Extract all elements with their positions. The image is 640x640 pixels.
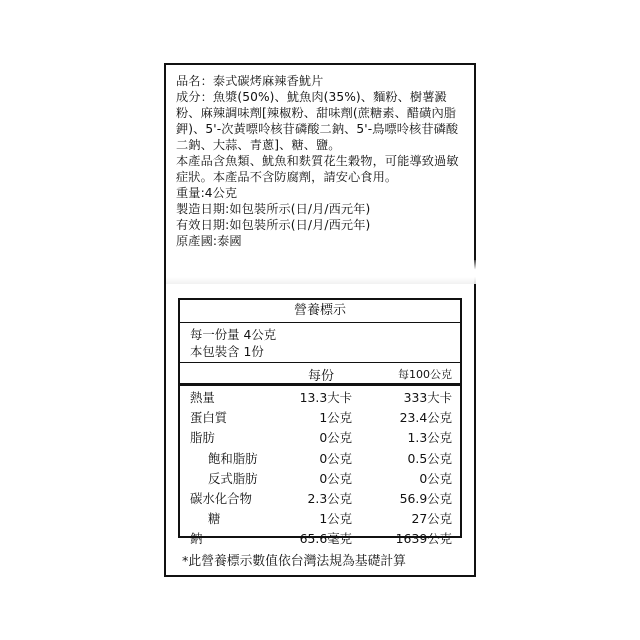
product-info — [176, 73, 468, 249]
nutrition-row-trans-fat — [180, 469, 460, 489]
per-serving-value: 2.3公克 — [307, 490, 352, 506]
per-serving-value: 1公克 — [319, 410, 352, 426]
ingredients-text: 成分：魚漿(50%)、魷魚肉(35%)、麵粉、樹薯澱粉、麻辣調味劑[辣椒粉、甜味劑(蔗糖素、醋磺內脂鉀)、5'-次黃嘌呤核苷磷酸二鈉、5'-鳥嘌呤核苷磷酸二鈉、大蒜、青蔥]、糖、鹽。 — [176, 90, 459, 152]
per-serving-header: 每份 — [308, 369, 335, 384]
per-serving-value: 1公克 — [319, 511, 352, 527]
allergen-text: 本產品含魚類、魷魚和麩質花生穀物，可能導致過敏症狀。本產品不含防腐劑，請安心食用。 — [176, 154, 459, 184]
nutrition-row-energy — [180, 388, 460, 408]
nutrient-name: 糖 — [208, 511, 221, 527]
serving-size: 每一份量 4公克 — [190, 327, 277, 342]
per-serving-value: 0公克 — [319, 470, 352, 486]
nutrition-row-protein — [180, 408, 460, 428]
per-100g-value: 56.9公克 — [399, 490, 452, 506]
servings-per-pack: 本包裝含 1份 — [190, 344, 264, 359]
product-label — [164, 63, 476, 577]
per-100g-value: 27公克 — [411, 511, 452, 527]
nutrition-title: 營養標示 — [180, 300, 460, 323]
nutrition-row-carbohydrate — [180, 489, 460, 509]
nutrition-facts-panel — [178, 298, 462, 547]
per-100g-value: 23.4公克 — [399, 410, 452, 426]
per-serving-value: 0公克 — [319, 450, 352, 466]
footnote: *此營養標示數值依台灣法規為基礎計算 — [182, 554, 406, 569]
origin-text: 原產國:泰國 — [176, 234, 242, 248]
nutrition-row-sodium — [180, 529, 460, 549]
per-100g-header: 每100公克 — [398, 368, 452, 381]
per-serving-value: 0公克 — [319, 430, 352, 446]
smudged-area — [166, 260, 476, 284]
exp-date-text: 有效日期:如包裝所示(日/月/西元年) — [176, 218, 371, 232]
nutrient-name: 蛋白質 — [190, 410, 228, 426]
mfg-date-text: 製造日期:如包裝所示(日/月/西元年) — [176, 202, 371, 216]
nutrient-name: 脂肪 — [190, 430, 215, 446]
product-name: 品名：泰式碳烤麻辣香魷片 — [176, 74, 324, 88]
nutrient-name: 飽和脂肪 — [208, 450, 258, 466]
nutrient-name: 反式脂肪 — [208, 470, 258, 486]
weight-text: 重量:4公克 — [176, 186, 238, 200]
nutrition-row-saturated-fat — [180, 449, 460, 469]
nutrition-row-fat — [180, 428, 460, 448]
nutrient-name: 鈉 — [190, 531, 203, 547]
per-100g-value: 333大卡 — [403, 390, 452, 405]
nutrition-row-sugar — [180, 509, 460, 529]
nutrient-name: 熱量 — [190, 390, 215, 405]
serving-info — [180, 323, 460, 363]
per-serving-value: 13.3大卡 — [299, 390, 352, 405]
per-serving-value: 65.6毫克 — [299, 531, 352, 547]
per-100g-value: 1639公克 — [395, 531, 452, 547]
nutrient-name: 碳水化合物 — [190, 490, 252, 506]
per-100g-value: 1.3公克 — [407, 430, 452, 446]
per-100g-value: 0公克 — [419, 470, 452, 486]
nutrition-rows — [180, 386, 460, 550]
per-100g-value: 0.5公克 — [407, 450, 452, 466]
nutrition-column-header — [180, 363, 460, 386]
